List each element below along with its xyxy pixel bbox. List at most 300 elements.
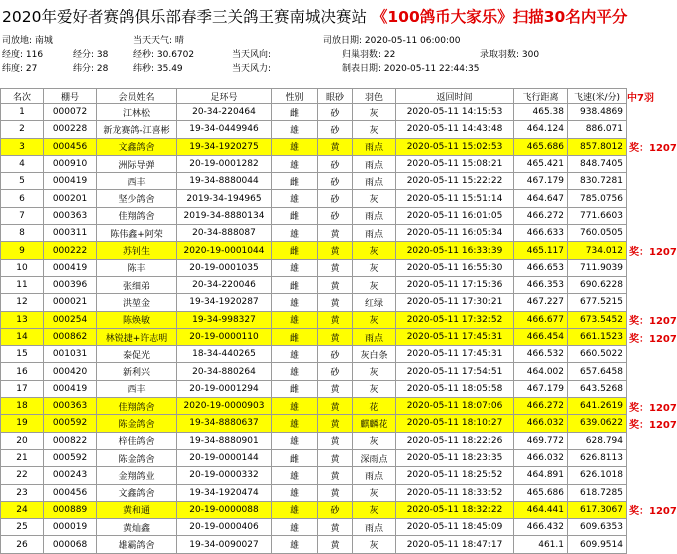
return-time-cell: 2020-05-11 18:25:52 — [396, 467, 514, 484]
eye-cell: 黄 — [318, 225, 353, 242]
sex-cell: 雄 — [272, 190, 318, 207]
color-cell: 灰 — [353, 104, 396, 121]
wind-direction: 当天风向: — [232, 50, 272, 60]
award-cell — [627, 259, 641, 276]
member-name-cell: 江林松 — [97, 104, 177, 121]
rank-cell: 9 — [1, 242, 44, 259]
ring-cell: 20-19-0001282 — [177, 155, 272, 172]
award-cell — [627, 104, 641, 121]
eye-cell: 黄 — [318, 294, 353, 311]
color-cell: 雨点 — [353, 328, 396, 345]
speed-cell: 938.4869 — [568, 104, 627, 121]
color-cell: 麒麟花 — [353, 415, 396, 432]
speed-cell: 711.9039 — [568, 259, 627, 276]
longitude-second: 经秒: 30.6702 — [133, 50, 195, 60]
sex-cell: 雄 — [272, 363, 318, 380]
shed-cell: 000068 — [44, 536, 97, 553]
speed-cell: 886.071 — [568, 121, 627, 138]
member-name-cell: 林锐捷+许志明 — [97, 328, 177, 345]
return-time-cell: 2020-05-11 16:55:30 — [396, 259, 514, 276]
shed-cell: 000419 — [44, 173, 97, 190]
latitude-second: 纬秒: 35.49 — [133, 64, 183, 74]
color-cell: 灰 — [353, 311, 396, 328]
member-name-cell: 西丰 — [97, 380, 177, 397]
distance-cell: 466.633 — [514, 225, 568, 242]
table-row — [1, 328, 641, 345]
award-cell — [627, 294, 641, 311]
member-name-cell: 苏钊生 — [97, 242, 177, 259]
release-site: 司放地: 南城 — [2, 36, 53, 46]
table-row — [1, 536, 641, 553]
eye-cell: 黄 — [318, 432, 353, 449]
shed-cell: 000419 — [44, 380, 97, 397]
rank-cell: 13 — [1, 311, 44, 328]
table-row — [1, 363, 641, 380]
col-name-header: 会员姓名 — [97, 89, 177, 104]
sex-cell: 雄 — [272, 225, 318, 242]
rank-cell: 21 — [1, 449, 44, 466]
table-row — [1, 104, 641, 121]
award-cell — [627, 155, 641, 172]
col-ring-header: 足环号 — [177, 89, 272, 104]
shed-cell: 000243 — [44, 467, 97, 484]
table-row — [1, 484, 641, 501]
table-row — [1, 225, 641, 242]
rank-cell: 8 — [1, 225, 44, 242]
shed-cell: 000419 — [44, 259, 97, 276]
longitude-minute: 经分: 38 — [73, 50, 109, 60]
shed-cell: 000456 — [44, 138, 97, 155]
shed-cell: 000228 — [44, 121, 97, 138]
return-time-cell: 2020-05-11 18:47:17 — [396, 536, 514, 553]
shed-cell: 000822 — [44, 432, 97, 449]
distance-cell: 466.272 — [514, 398, 568, 415]
table-row — [1, 276, 641, 293]
member-name-cell: 新龙赛鸽-江喜彬 — [97, 121, 177, 138]
return-time-cell: 2020-05-11 17:15:36 — [396, 276, 514, 293]
release-time: 司放日期: 2020-05-11 06:00:00 — [323, 36, 461, 46]
eye-cell: 黄 — [318, 259, 353, 276]
award-cell — [627, 173, 641, 190]
shed-cell: 000420 — [44, 363, 97, 380]
color-cell: 雨点 — [353, 173, 396, 190]
return-time-cell: 2020-05-11 15:51:14 — [396, 190, 514, 207]
distance-cell: 466.532 — [514, 346, 568, 363]
table-row — [1, 380, 641, 397]
table-row — [1, 155, 641, 172]
color-cell: 灰 — [353, 380, 396, 397]
ring-cell: 20-19-0001294 — [177, 380, 272, 397]
shed-cell: 000201 — [44, 190, 97, 207]
table-row — [1, 138, 641, 155]
rank-cell: 3 — [1, 138, 44, 155]
longitude-degree: 经度: 116 — [2, 50, 44, 60]
sex-cell: 雌 — [272, 104, 318, 121]
return-time-cell: 2020-05-11 18:05:58 — [396, 380, 514, 397]
eye-cell: 黄 — [318, 242, 353, 259]
shed-cell: 000254 — [44, 311, 97, 328]
member-name-cell: 洲际导弹 — [97, 155, 177, 172]
sex-cell: 雌 — [272, 242, 318, 259]
shed-cell: 000592 — [44, 449, 97, 466]
color-cell: 深雨点 — [353, 449, 396, 466]
return-time-cell: 2020-05-11 18:07:06 — [396, 398, 514, 415]
award-cell — [627, 484, 641, 501]
speed-cell: 609.9514 — [568, 536, 627, 553]
ring-cell: 19-34-8880637 — [177, 415, 272, 432]
speed-cell: 609.6353 — [568, 519, 627, 536]
rank-cell: 5 — [1, 173, 44, 190]
sex-cell: 雄 — [272, 138, 318, 155]
ring-cell: 19-34-8880044 — [177, 173, 272, 190]
sex-cell: 雌 — [272, 380, 318, 397]
member-name-cell: 金翔鸽业 — [97, 467, 177, 484]
color-cell: 灰 — [353, 242, 396, 259]
col-note-header: 中7羽 — [627, 89, 641, 104]
weather: 当天天气: 晴 — [133, 36, 184, 46]
sex-cell: 雌 — [272, 328, 318, 345]
rank-cell: 10 — [1, 259, 44, 276]
eye-cell: 黄 — [318, 467, 353, 484]
return-time-cell: 2020-05-11 17:30:21 — [396, 294, 514, 311]
ring-cell: 20-19-0000144 — [177, 449, 272, 466]
color-cell: 灰 — [353, 121, 396, 138]
distance-cell: 465.117 — [514, 242, 568, 259]
speed-cell: 690.6228 — [568, 276, 627, 293]
eye-cell: 黄 — [318, 449, 353, 466]
member-name-cell: 陈伟鑫+阿荣 — [97, 225, 177, 242]
sex-cell: 雄 — [272, 501, 318, 518]
distance-cell: 465.421 — [514, 155, 568, 172]
member-name-cell: 西丰 — [97, 173, 177, 190]
return-time-cell: 2020-05-11 18:23:35 — [396, 449, 514, 466]
distance-cell: 466.032 — [514, 449, 568, 466]
table-row — [1, 501, 641, 518]
award-cell — [627, 467, 641, 484]
table-row — [1, 467, 641, 484]
color-cell: 灰 — [353, 363, 396, 380]
col-eye-header: 眼砂 — [318, 89, 353, 104]
award-cell — [627, 207, 641, 224]
sex-cell: 雌 — [272, 207, 318, 224]
speed-cell: 661.1523 — [568, 328, 627, 345]
award-cell — [627, 225, 641, 242]
color-cell: 雨点 — [353, 207, 396, 224]
member-name-cell: 张细弟 — [97, 276, 177, 293]
award-cell — [627, 121, 641, 138]
award-cell: 奖：1207 — [627, 328, 641, 345]
table-row — [1, 519, 641, 536]
table-row — [1, 432, 641, 449]
award-cell: 奖：1207 — [627, 415, 641, 432]
member-name-cell: 梓佳鸽舍 — [97, 432, 177, 449]
distance-cell: 464.002 — [514, 363, 568, 380]
award-cell — [627, 276, 641, 293]
color-cell: 灰 — [353, 432, 396, 449]
sex-cell: 雄 — [272, 294, 318, 311]
rank-cell: 19 — [1, 415, 44, 432]
table-row — [1, 207, 641, 224]
return-time-cell: 2020-05-11 18:10:27 — [396, 415, 514, 432]
award-cell: 奖：1207 — [627, 398, 641, 415]
distance-cell: 466.032 — [514, 415, 568, 432]
sex-cell: 雌 — [272, 449, 318, 466]
sex-cell: 雄 — [272, 346, 318, 363]
distance-cell: 466.432 — [514, 519, 568, 536]
eye-cell: 砂 — [318, 363, 353, 380]
col-shed-header: 棚号 — [44, 89, 97, 104]
speed-cell: 673.5452 — [568, 311, 627, 328]
distance-cell: 464.891 — [514, 467, 568, 484]
eye-cell: 黄 — [318, 484, 353, 501]
speed-cell: 734.012 — [568, 242, 627, 259]
distance-cell: 467.179 — [514, 380, 568, 397]
ring-cell: 19-34-1920287 — [177, 294, 272, 311]
rank-cell: 11 — [1, 276, 44, 293]
table-row — [1, 242, 641, 259]
distance-cell: 466.272 — [514, 207, 568, 224]
member-name-cell: 陈金鸽舍 — [97, 415, 177, 432]
col-speed-header: 飞速(米/分) — [568, 89, 627, 104]
speed-cell: 657.6458 — [568, 363, 627, 380]
ring-cell: 18-34-440265 — [177, 346, 272, 363]
sex-cell: 雄 — [272, 519, 318, 536]
eye-cell: 砂 — [318, 501, 353, 518]
shed-cell: 000592 — [44, 415, 97, 432]
color-cell: 雨点 — [353, 225, 396, 242]
return-time-cell: 2020-05-11 17:54:51 — [396, 363, 514, 380]
distance-cell: 466.454 — [514, 328, 568, 345]
eye-cell: 黄 — [318, 398, 353, 415]
wind-force: 当天风力: — [232, 64, 272, 74]
member-name-cell: 黄灿鑫 — [97, 519, 177, 536]
color-cell: 雨点 — [353, 519, 396, 536]
ring-cell: 19-34-0090027 — [177, 536, 272, 553]
shed-cell: 000222 — [44, 242, 97, 259]
sex-cell: 雌 — [272, 173, 318, 190]
award-cell: 奖：1207 — [627, 138, 641, 155]
member-name-cell: 洪堃金 — [97, 294, 177, 311]
rank-cell: 23 — [1, 484, 44, 501]
ring-cell: 19-34-0449946 — [177, 121, 272, 138]
color-cell: 雨点 — [353, 467, 396, 484]
distance-cell: 465.686 — [514, 138, 568, 155]
table-row — [1, 294, 641, 311]
distance-cell: 466.677 — [514, 311, 568, 328]
award-cell — [627, 432, 641, 449]
ring-cell: 2020-19-0001044 — [177, 242, 272, 259]
eye-cell: 黄 — [318, 276, 353, 293]
ring-cell: 20-34-220464 — [177, 104, 272, 121]
return-time-cell: 2020-05-11 17:32:52 — [396, 311, 514, 328]
race-info — [0, 34, 640, 88]
shed-cell: 001031 — [44, 346, 97, 363]
sex-cell: 雄 — [272, 311, 318, 328]
distance-cell: 467.179 — [514, 173, 568, 190]
award-cell: 奖：1207 — [627, 501, 641, 518]
rank-cell: 15 — [1, 346, 44, 363]
return-time-cell: 2020-05-11 14:15:53 — [396, 104, 514, 121]
ring-cell: 19-34-8880901 — [177, 432, 272, 449]
color-cell: 灰 — [353, 259, 396, 276]
color-cell: 雨点 — [353, 155, 396, 172]
sex-cell: 雄 — [272, 432, 318, 449]
eye-cell: 砂 — [318, 346, 353, 363]
member-name-cell: 陈焕敏 — [97, 311, 177, 328]
return-time-cell: 2020-05-11 15:22:22 — [396, 173, 514, 190]
speed-cell: 857.8012 — [568, 138, 627, 155]
member-name-cell: 坚少鸽舍 — [97, 190, 177, 207]
table-date: 制表日期: 2020-05-11 22:44:35 — [342, 64, 480, 74]
return-count: 归巢羽数: 22 — [342, 50, 396, 60]
sex-cell: 雄 — [272, 259, 318, 276]
eye-cell: 砂 — [318, 104, 353, 121]
eye-cell: 黄 — [318, 415, 353, 432]
color-cell: 灰 — [353, 536, 396, 553]
speed-cell: 617.3067 — [568, 501, 627, 518]
shed-cell: 000456 — [44, 484, 97, 501]
ring-cell: 20-34-880264 — [177, 363, 272, 380]
shed-cell: 000363 — [44, 207, 97, 224]
return-time-cell: 2020-05-11 15:08:21 — [396, 155, 514, 172]
distance-cell: 464.647 — [514, 190, 568, 207]
eye-cell: 砂 — [318, 121, 353, 138]
award-cell — [627, 346, 641, 363]
distance-cell: 469.772 — [514, 432, 568, 449]
rank-cell: 7 — [1, 207, 44, 224]
sex-cell: 雄 — [272, 467, 318, 484]
speed-cell: 830.7281 — [568, 173, 627, 190]
color-cell: 灰 — [353, 501, 396, 518]
member-name-cell: 泰促光 — [97, 346, 177, 363]
eye-cell: 黄 — [318, 328, 353, 345]
col-rank-header: 名次 — [1, 89, 44, 104]
award-cell — [627, 363, 641, 380]
sex-cell: 雄 — [272, 415, 318, 432]
speed-cell: 848.7405 — [568, 155, 627, 172]
shed-cell: 000311 — [44, 225, 97, 242]
distance-cell: 464.441 — [514, 501, 568, 518]
sex-cell: 雄 — [272, 484, 318, 501]
speed-cell: 643.5268 — [568, 380, 627, 397]
rank-cell: 25 — [1, 519, 44, 536]
eye-cell: 黄 — [318, 138, 353, 155]
table-row — [1, 311, 641, 328]
shed-cell: 000396 — [44, 276, 97, 293]
sex-cell: 雄 — [272, 398, 318, 415]
speed-cell: 628.794 — [568, 432, 627, 449]
award-cell — [627, 190, 641, 207]
eye-cell: 砂 — [318, 173, 353, 190]
shed-cell: 000072 — [44, 104, 97, 121]
ring-cell: 19-34-1920474 — [177, 484, 272, 501]
speed-cell: 760.0505 — [568, 225, 627, 242]
table-row — [1, 190, 641, 207]
color-cell: 灰 — [353, 276, 396, 293]
eye-cell: 砂 — [318, 155, 353, 172]
distance-cell: 465.38 — [514, 104, 568, 121]
shed-cell: 000910 — [44, 155, 97, 172]
shed-cell: 000021 — [44, 294, 97, 311]
return-time-cell: 2020-05-11 14:43:48 — [396, 121, 514, 138]
return-time-cell: 2020-05-11 17:45:31 — [396, 328, 514, 345]
return-time-cell: 2020-05-11 18:22:26 — [396, 432, 514, 449]
return-time-cell: 2020-05-11 16:33:39 — [396, 242, 514, 259]
eye-cell: 黄 — [318, 519, 353, 536]
rank-cell: 1 — [1, 104, 44, 121]
distance-cell: 464.124 — [514, 121, 568, 138]
award-cell — [627, 536, 641, 553]
return-time-cell: 2020-05-11 18:45:09 — [396, 519, 514, 536]
color-cell: 红绿 — [353, 294, 396, 311]
table-row — [1, 449, 641, 466]
member-name-cell: 雄霸鸽舍 — [97, 536, 177, 553]
col-time-header: 返回时间 — [396, 89, 514, 104]
speed-cell: 626.1018 — [568, 467, 627, 484]
rank-cell: 16 — [1, 363, 44, 380]
member-name-cell: 佳翔鸽舍 — [97, 207, 177, 224]
rank-cell: 26 — [1, 536, 44, 553]
rank-cell: 4 — [1, 155, 44, 172]
entry-count: 录取羽数: 300 — [480, 50, 540, 60]
ring-cell: 2019-34-194965 — [177, 190, 272, 207]
color-cell: 灰白条 — [353, 346, 396, 363]
sex-cell: 雄 — [272, 155, 318, 172]
rank-cell: 24 — [1, 501, 44, 518]
return-time-cell: 2020-05-11 17:45:31 — [396, 346, 514, 363]
return-time-cell: 2020-05-11 18:32:22 — [396, 501, 514, 518]
award-cell: 奖：1207 — [627, 242, 641, 259]
speed-cell: 626.8113 — [568, 449, 627, 466]
shed-cell: 000862 — [44, 328, 97, 345]
speed-cell: 618.7285 — [568, 484, 627, 501]
member-name-cell: 陈丰 — [97, 259, 177, 276]
ring-cell: 20-19-0000088 — [177, 501, 272, 518]
color-cell: 雨点 — [353, 138, 396, 155]
award-cell — [627, 380, 641, 397]
table-header — [1, 89, 641, 104]
table-row — [1, 121, 641, 138]
distance-cell: 466.353 — [514, 276, 568, 293]
eye-cell: 黄 — [318, 536, 353, 553]
sex-cell: 雄 — [272, 121, 318, 138]
table-row — [1, 398, 641, 415]
return-time-cell: 2020-05-11 16:05:34 — [396, 225, 514, 242]
ring-cell: 20-19-0000110 — [177, 328, 272, 345]
speed-cell: 771.6603 — [568, 207, 627, 224]
ring-cell: 20-34-888087 — [177, 225, 272, 242]
eye-cell: 黄 — [318, 311, 353, 328]
award-cell — [627, 519, 641, 536]
color-cell: 花 — [353, 398, 396, 415]
ring-cell: 2020-19-0000903 — [177, 398, 272, 415]
rank-cell: 14 — [1, 328, 44, 345]
ring-cell: 20-34-220046 — [177, 276, 272, 293]
member-name-cell: 陈金鸽舍 — [97, 449, 177, 466]
latitude-degree: 纬度: 27 — [2, 64, 38, 74]
table-row — [1, 173, 641, 190]
member-name-cell: 黄和通 — [97, 501, 177, 518]
col-color-header: 羽色 — [353, 89, 396, 104]
distance-cell: 467.227 — [514, 294, 568, 311]
ring-cell: 20-19-0001035 — [177, 259, 272, 276]
table-row — [1, 415, 641, 432]
eye-cell: 黄 — [318, 380, 353, 397]
rank-cell: 17 — [1, 380, 44, 397]
member-name-cell: 文鑫鸽舍 — [97, 138, 177, 155]
col-distance-header: 飞行距离 — [514, 89, 568, 104]
return-time-cell: 2020-05-11 16:01:05 — [396, 207, 514, 224]
